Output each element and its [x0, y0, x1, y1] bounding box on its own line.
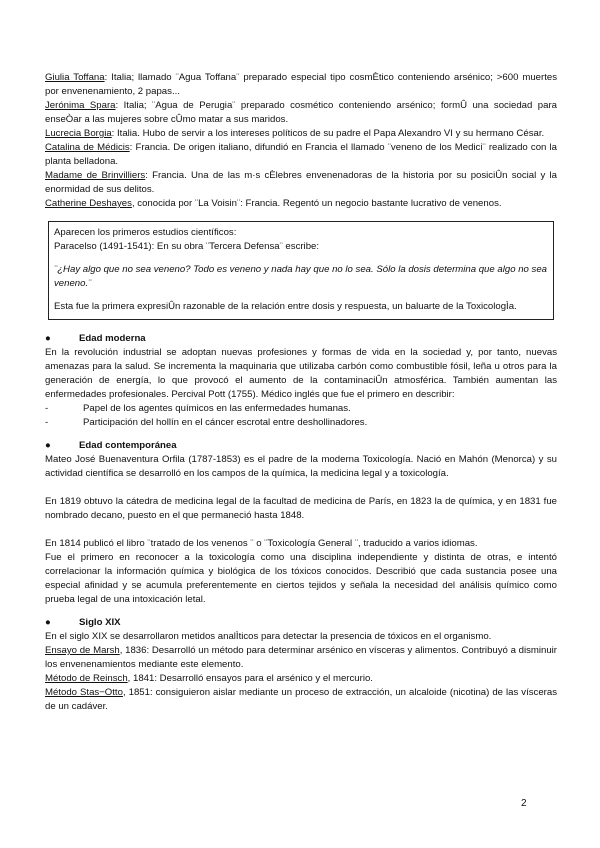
name-catherine-deshayes: Catherine Deshayes [45, 198, 132, 209]
paragraph-jeronima-spara: Jerónima Spara: Italia; ¨Agua de Perugia¨ preparado cosmético conteniendo arsénico; formÛ una sociedad para enseÒar a las mujeres sobre cÛmo matar a sus maridos. [45, 100, 557, 125]
paracelso-quote: ¨¿Hay algo que no sea veneno? Todo es veneno y nada hay que no lo sea. Sólo la dosis determina que algo no sea veneno.¨ [54, 264, 548, 289]
name-catalina-de-medicis: Catalina de Médicis [45, 142, 130, 153]
paracelso-box [48, 221, 554, 320]
list-item: - Participación del hollín en el cáncer escrotal entre deshollinadores. [45, 417, 368, 428]
paragraph-orfila: Mateo José Buenaventura Orfila (1787-1853) es el padre de la moderna Toxicología. Nació en Mahón (Menorca) y su actividad científica se desarrolló en los campos de la química, la medicina legal y a toxicología. [45, 454, 557, 479]
paragraph-giulia-toffana: Giulia Toffana: Italia; llamado ¨Agua Toffana¨ preparado especial tipo cosmÈtico conteniendo arsénico; >600 muertes por envenenamiento, 2 papas... [45, 72, 557, 97]
paragraph-tratado: En 1814 publicó el libro ¨tratado de los venenos ¨ o ¨Toxicología General ¨, traducido a varios idiomas. [45, 538, 478, 549]
bullet-icon: ● [45, 440, 51, 451]
bullet-icon: ● [45, 617, 51, 628]
name-metodo-de-reinsch: Método de Reinsch [45, 673, 128, 684]
paragraph-marsh: Ensayo de Marsh, 1836: Desarrolló un método para determinar arsénico en vísceras y alimentos. Contribuyó a disminuir los envenenamientos mediante este elemento. [45, 645, 557, 670]
box-line-1: Aparecen los primeros estudios científicos: [54, 227, 237, 238]
list-item: - Papel de los agentes químicos en las enfermedades humanas. [45, 403, 351, 414]
name-madame-de-brinvilliers: Madame de Brinvilliers [45, 170, 146, 181]
name-jeronima-spara: Jerónima Spara [45, 100, 116, 111]
name-metodo-stas-otto: Método Stas−Otto [45, 687, 123, 698]
heading-edad-contemporanea [45, 439, 557, 453]
page-content [45, 71, 557, 714]
paragraph-catedra: En 1819 obtuvo la cátedra de medicina legal de la facultad de medicina de París, en 1823 la de química, y en 1831 fue nombrado decano, puesto en el que permaneció hasta 1848. [45, 496, 557, 521]
box-line-3: Esta fue la primera expresiÛn razonable de la relación entre dosis y respuesta, un baluarte de la ToxicologÌa. [54, 301, 517, 312]
paragraph-catherine-deshayes: Catherine Deshayes, conocida por ¨La Voisin¨: Francia. Regentó un negocio bastante lucrativo de venenos. [45, 198, 502, 209]
heading-siglo-xix [45, 616, 557, 630]
paragraph-reinsch: Método de Reinsch, 1841: Desarrolló ensayos para el arsénico y el mercurio. [45, 673, 373, 684]
heading-edad-moderna [45, 332, 557, 346]
paragraph-catalina-de-medicis: Catalina de Médicis: Francia. De origen italiano, difundió en Francia el llamado ¨veneno de los Medici¨ realizado con la planta belladona. [45, 142, 557, 167]
heading-title: Siglo XIX [79, 617, 121, 628]
paragraph-madame-de-brinvilliers: Madame de Brinvilliers: Francia. Una de las m·s cÈlebres envenenadoras de la historia por su posiciÛn social y la enormidad de sus delitos. [45, 170, 558, 195]
box-line-2: Paracelso (1491-1541): En su obra ¨Tercera Defensa¨ escribe: [54, 241, 320, 252]
name-ensayo-de-marsh: Ensayo de Marsh [45, 645, 120, 656]
bullet-icon: ● [45, 333, 51, 344]
paragraph-disciplina: Fue el primero en reconocer a la toxicología como una disciplina independiente y distinta de otras, e intentó correlacionar la información química y biológica de los tóxicos conocidos. Describió que cada sustancia posee una especial afinidad y se acumula preferentemente en ciertos tejidos y señala la necesidad del análisis químico como prueba legal de una intoxicación letal. [45, 552, 557, 605]
name-giulia-toffana: Giulia Toffana [45, 72, 105, 83]
name-lucrecia-borgia: Lucrecia Borgia [45, 128, 112, 139]
paragraph-stas-otto: Método Stas−Otto, 1851: consiguieron aislar mediante un proceso de extracción, un alcaloide (nicotina) de las vísceras de un cadáver. [45, 687, 558, 712]
paragraph-lucrecia-borgia: Lucrecia Borgia: Italia. Hubo de servir a los intereses políticos de su padre el Papa Alexandro VI y su hermano César. [45, 128, 545, 139]
paragraph-siglo-xix: En el siglo XIX se desarrollaron metidos analÌticos para detectar la presencia de tóxicos en el organismo. [45, 631, 492, 642]
page-number: 2 [521, 798, 527, 809]
paragraph-moderna: En la revolución industrial se adoptan nuevas profesiones y formas de vida en la sociedad y, por tanto, nuevas amenazas para la salud. Se incrementa la maquinaria que utilizaba carbón como combustible fósil, leña u otros para la generación de energía, lo que provocó el aumento de la contaminaciÛn atmosférica. También aumentan las enfermedades profesionales. Percival Pott (1755). Médico inglés que fue el primero en describir: [45, 347, 557, 400]
heading-title: Edad contemporánea [79, 440, 177, 451]
heading-title: Edad moderna [79, 333, 146, 344]
